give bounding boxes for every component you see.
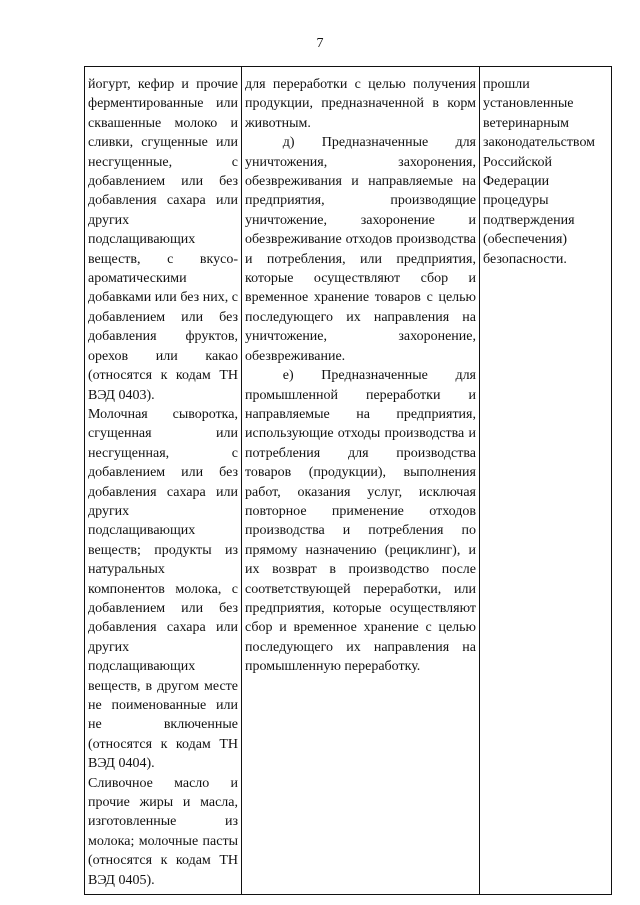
page-number: 7 xyxy=(316,36,324,51)
table-row xyxy=(85,67,612,895)
purpose-item-d: д) Предназначенные для уничтожения, захоронения, обезвреживания и направляемые на предприятия, производящие уничтожение, захоронение и обезвреживание отходов производства и потребления, или предприятия, которые осуществляют сбор и временное хранение товаров с целью последующего их направления на уничтожение, захоронение, обезвреживание. xyxy=(245,135,476,364)
purpose-item-e: е) Предназначенные для промышленной переработки и направляемые на предприятия, использующие отходы производства и потребления для производства товаров (продукции), выполнения работ, оказания услуг, исключая повторное применение отходов производства и потребления по прямому назначению (рециклинг), и их возврат в производство после соответствующей переработки, или предприятия, которые осуществляют сбор и временное хранение с целью последующего их направления на промышленную переработку. xyxy=(245,368,476,675)
product-description-cell xyxy=(85,67,242,895)
purpose-intro: для переработки с целью получения продукции, предназначенной в корм животным. xyxy=(245,77,476,131)
product-paragraph-whey: Молочная сыворотка, сгущенная или несгущенная, с добавлением или без добавления сахара или других подслащивающих веществ; продукты из натуральных компонентов молока, с добавлением или без добавления сахара или других подслащивающих веществ, в другом месте не поименованные или не включенные (относятся к кодам ТН ВЭД 0404). xyxy=(88,406,238,772)
conditions-text: прошли установленные ветеринарным законодательством Российской Федерации процедуры подтверждения (обеспечения) безопасности. xyxy=(483,77,596,267)
purpose-cell xyxy=(242,67,480,895)
product-paragraph-butter: Сливочное масло и прочие жиры и масла, изготовленные из молока; молочные пасты (относятся к кодам ТН ВЭД 0405). xyxy=(88,775,238,888)
product-paragraph-yogurt: йогурт, кефир и прочие ферментированные или сквашенные молоко и сливки, сгущенные или несгущенные, с добавлением или без добавления сахара или других подслащивающих веществ, с вкусо-ароматическими добавками или без них, с добавлением или без добавления фруктов, орехов или какао (относятся к кодам ТН ВЭД 0403). xyxy=(88,77,238,403)
conditions-cell xyxy=(480,67,612,895)
document-table xyxy=(84,66,612,895)
